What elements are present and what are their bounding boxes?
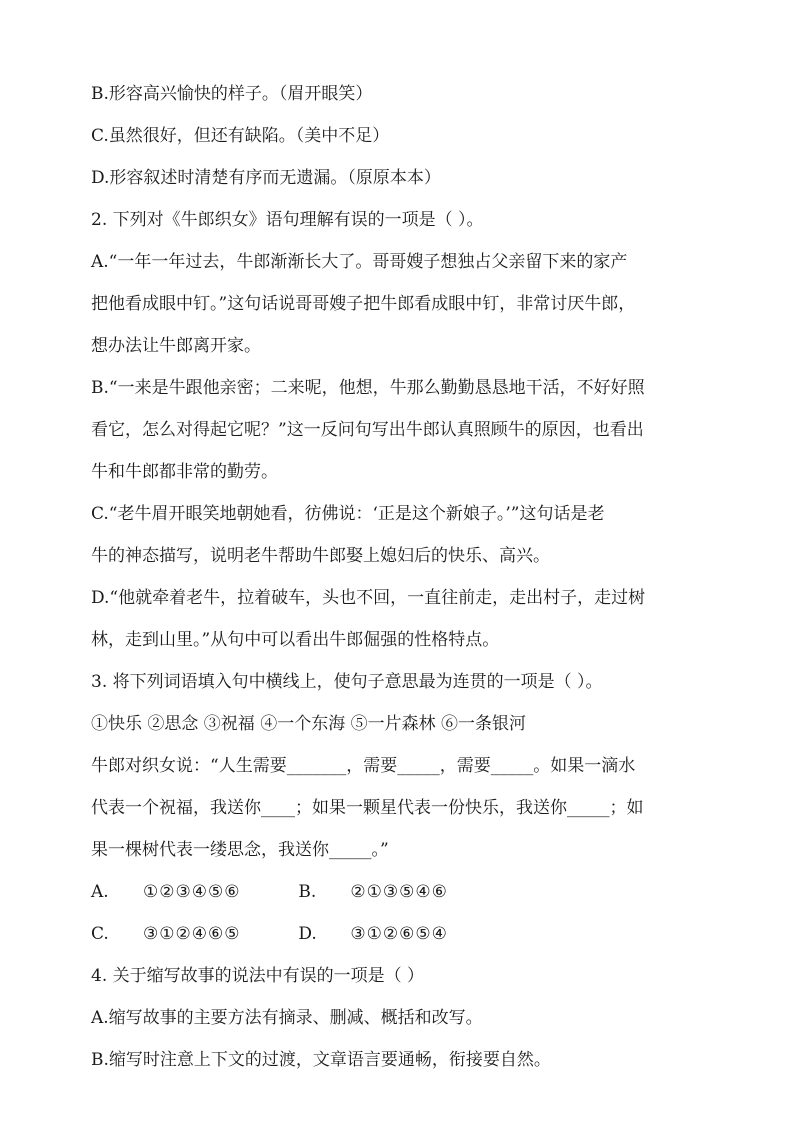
q3-passage-line3: 果一棵树代表一缕思念，我送你_____。” [91,840,389,860]
q2-option-a-line3: 想办法让牛郎离开家。 [91,336,261,356]
q2-option-d-line2: 林，走到山里。”从句中可以看出牛郎倔强的性格特点。 [91,630,500,650]
q3-choice-b-value: ②①③⑤④⑥ [350,882,448,902]
q1-option-d: D.形容叙述时清楚有序而无遗漏。（原原本本） [91,168,441,188]
q1-option-c: C.虽然很好，但还有缺陷。（美中不足） [91,126,390,146]
q4-stem: 4. 关于缩写故事的说法中有误的一项是（ ） [91,966,425,986]
q3-choice-b[interactable] [298,878,500,907]
q3-choice-d-label: D. [298,924,317,944]
q4-option-b: B.缩写时注意上下文的过渡，文章语言要通畅，衔接要自然。 [91,1050,551,1070]
q4-option-a: A.缩写故事的主要方法有摘录、删减、概括和改写。 [91,1008,483,1028]
q3-choices-row2 [91,920,716,949]
q2-option-b-line2: 看它，怎么对得起它呢？”这一反问句写出牛郎认真照顾牛的原因，也看出 [91,420,644,440]
q3-choice-b-label: B. [298,882,317,902]
q3-word-list: ①快乐 ②思念 ③祝福 ④一个东海 ⑤一片森林 ⑥一条银河 [91,714,527,734]
q2-option-b-line1: B.“一来是牛跟他亲密；二来呢，他想，牛那么勤勤恳恳地干活，不好好照 [91,378,645,398]
q3-choice-d-value: ③①②⑥⑤④ [350,924,448,944]
q2-option-c-line1: C.“老牛眉开眼笑地朝她看，彷佛说：‘正是这个新娘子。’”这句话是老 [91,504,605,524]
q2-stem: 2. 下列对《牛郎织女》语句理解有误的一项是（ ）。 [91,210,484,230]
q2-option-a-line1: A.“一年一年过去，牛郎渐渐长大了。哥哥嫂子想独占父亲留下来的家产 [91,252,628,272]
exam-page [91,80,716,1075]
q3-stem: 3. 将下列词语填入句中横线上，使句子意思最为连贯的一项是（ ）。 [91,672,603,692]
q3-choice-a-value: ①②③④⑤⑥ [143,882,241,902]
q2-option-b-line3: 牛和牛郎都非常的勤劳。 [91,462,278,482]
q3-choice-c-label: C. [91,924,109,944]
q2-option-d-line1: D.“他就牵着老牛，拉着破车，头也不回，一直往前走，走出村子，走过树 [91,588,646,608]
q3-choice-d[interactable] [298,920,500,949]
q3-choice-c-value: ③①②④⑥⑤ [143,924,241,944]
q1-option-b: B.形容高兴愉快的样子。（眉开眼笑） [91,84,373,104]
q3-choice-c[interactable] [91,920,293,949]
q3-passage-line2: 代表一个祝福，我送你____；如果一颗星代表一份快乐，我送你_____；如 [91,798,644,818]
q2-option-c-line2: 牛的神态描写，说明老牛帮助牛郎娶上媳妇后的快乐、高兴。 [91,546,550,566]
q3-choice-a-label: A. [91,882,109,902]
q3-choice-a[interactable] [91,878,293,907]
q3-choices-row1 [91,878,716,907]
q3-passage-line1: 牛郎对织女说：“人生需要_______，需要_____，需要_____。如果一滴水 [91,756,636,776]
q2-option-a-line2: 把他看成眼中钉。”这句话说哥哥嫂子把牛郎看成眼中钉，非常讨厌牛郎， [91,294,636,314]
